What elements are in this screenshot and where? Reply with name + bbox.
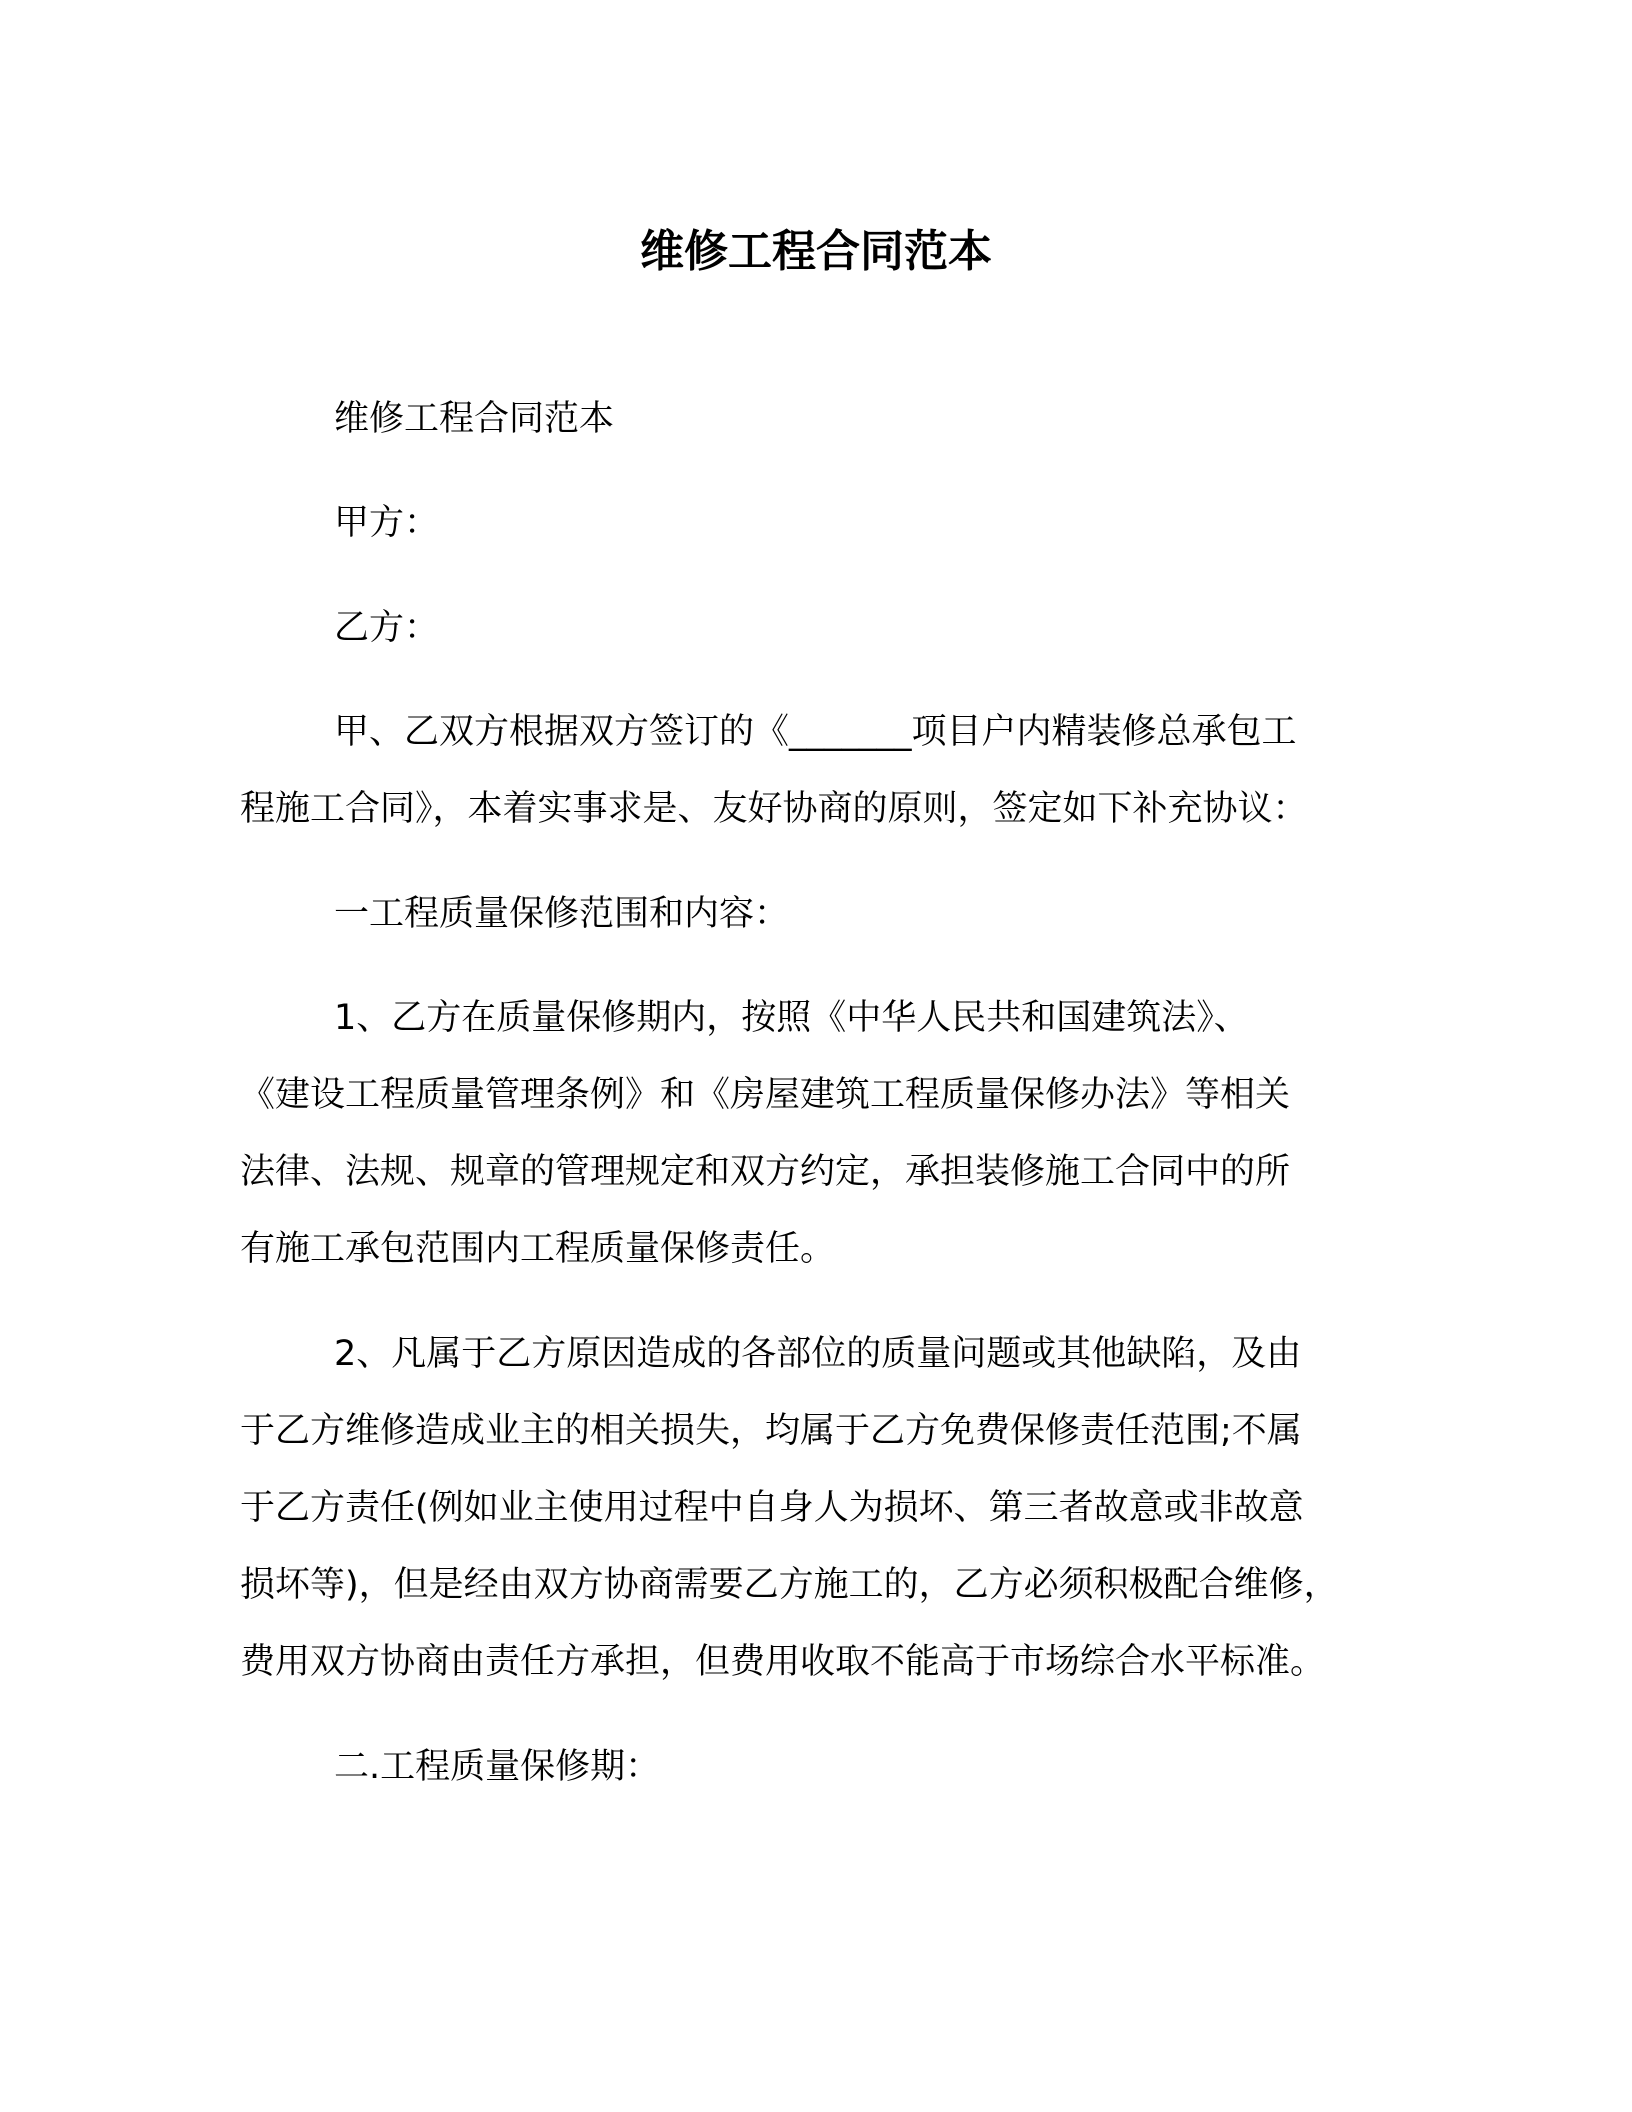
party-a-label: 甲方： <box>334 503 440 543</box>
section1-item1-line-2: 《建设工程质量管理条例》和《房屋建筑工程质量保修办法》等相关 <box>240 1075 1291 1115</box>
document-title: 维修工程合同范本 <box>640 226 992 277</box>
section1-heading: 一工程质量保修范围和内容： <box>334 894 790 934</box>
party-b-label: 乙方： <box>334 608 440 648</box>
section1-item2-line-2: 于乙方维修造成业主的相关损失，均属于乙方免费保修责任范围;不属 <box>240 1411 1302 1451</box>
section1-item1-line-3: 法律、法规、规章的管理规定和双方约定，承担装修施工合同中的所 <box>240 1152 1291 1192</box>
section1-item2-line-5: 费用双方协商由责任方承担，但费用收取不能高于市场综合水平标准。 <box>240 1642 1326 1682</box>
section1-item1-line-4: 有施工承包范围内工程质量保修责任。 <box>240 1229 836 1269</box>
section2-heading: 二.工程质量保修期： <box>334 1747 661 1787</box>
intro-line-1: 甲、乙双方根据双方签订的《_______项目户内精装修总承包工 <box>334 712 1297 752</box>
document-subtitle: 维修工程合同范本 <box>334 399 615 439</box>
section1-item2-line-4: 损坏等)，但是经由双方协商需要乙方施工的，乙方必须积极配合维修， <box>240 1565 1339 1605</box>
section1-item2-line-3: 于乙方责任(例如业主使用过程中自身人为损坏、第三者故意或非故意 <box>240 1488 1304 1528</box>
section1-item2-line-1: 2、凡属于乙方原因造成的各部位的质量问题或其他缺陷，及由 <box>334 1334 1302 1374</box>
intro-line-2: 程施工合同》，本着实事求是、友好协商的原则，签定如下补充协议： <box>240 789 1308 829</box>
section1-item1-line-1: 1、乙方在质量保修期内，按照《中华人民共和国建筑法》、 <box>334 998 1249 1038</box>
